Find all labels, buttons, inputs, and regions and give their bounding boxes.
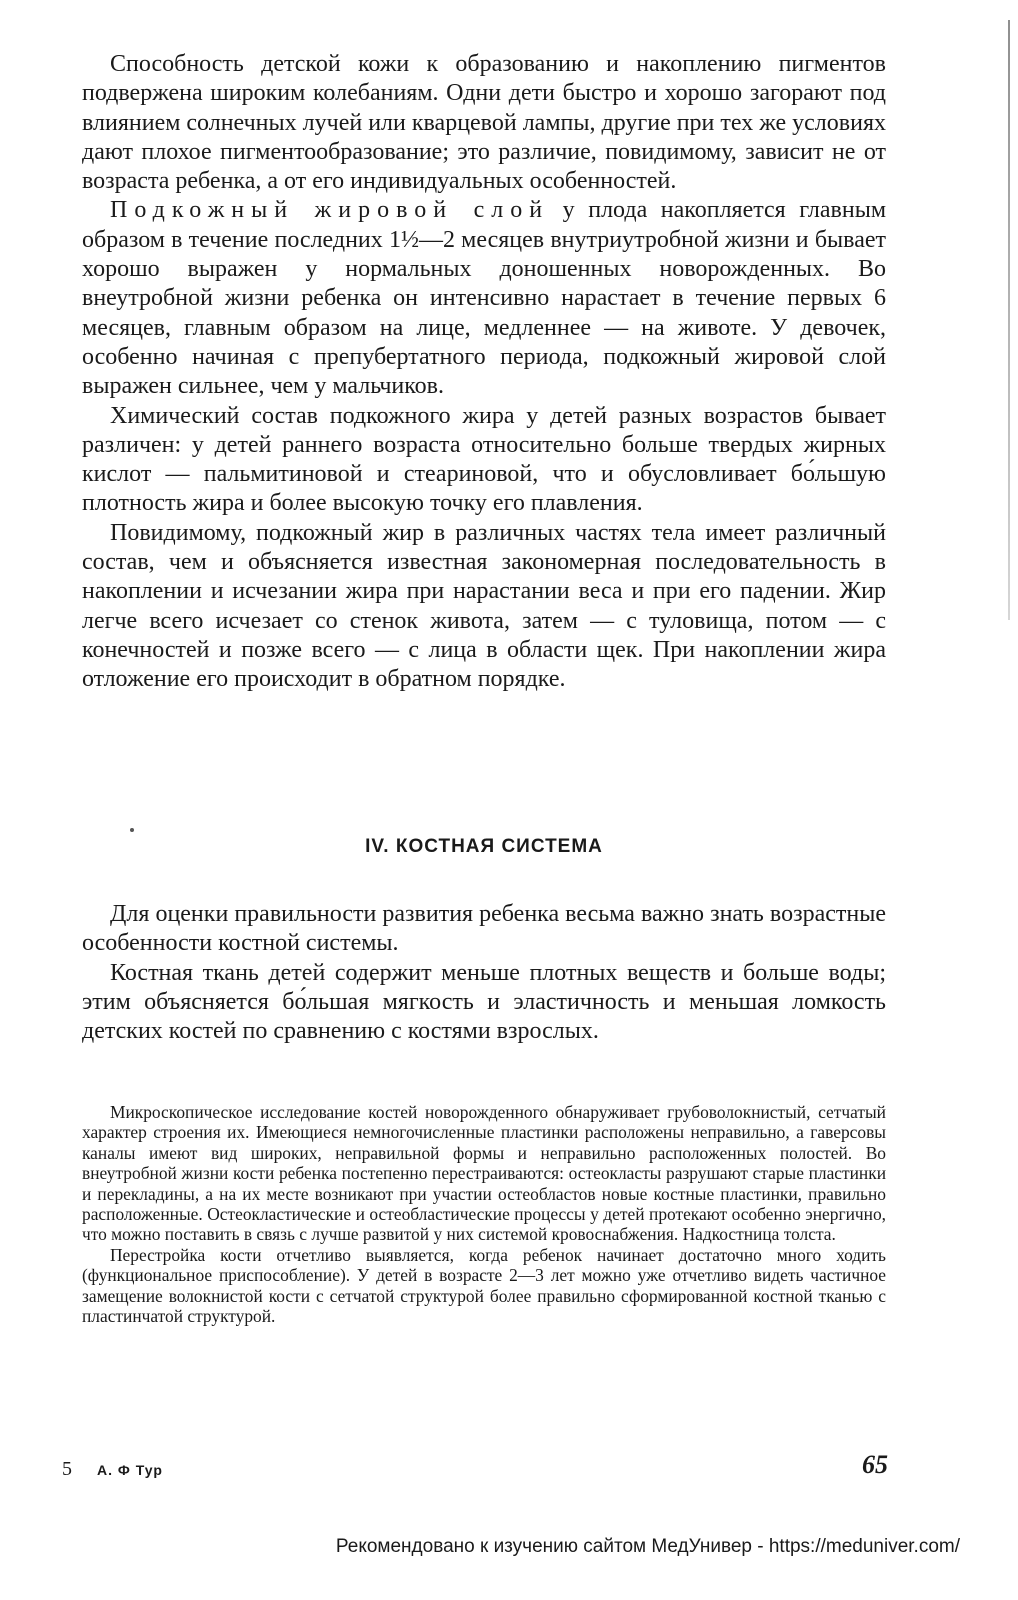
spaced-term: Подкожный жировой слой	[110, 197, 550, 224]
paragraph-subcutaneous-fat-text: у плода накопляется главным образом в течение последних 1½—2 месяцев внутриутробной жизни и бывает хорошо выражен у нормальных доношенных новорожденных. Во внеутробной жизни ребенка он интенсивно нарастает в течение первых 6 месяцев, главным образом на лице, медленнее — на животе. У девочек, особенно начиная с препубертатного периода, подкожный жировой слой выражен сильнее, чем у мальчиков.	[82, 197, 887, 400]
page-edge-line	[1008, 20, 1010, 620]
small-paragraph-restructuring: Перестройка кости отчетливо выявляется, когда ребенок начинает достаточно много ходить (функциональное приспособление). У детей в возрасте 2—3 лет можно уже отчетливо видеть частичное замещение волокнистой кости с сетчатой структурой более правильно сформированной костной тканью с пластинчатой структурой.	[82, 1244, 886, 1327]
paragraph-subcutaneous-fat	[82, 196, 886, 401]
section-paragraph-intro: Для оценки правильности развития ребенка весьма важно знать возрастные особенности костной системы.	[82, 901, 886, 957]
section-paragraph-bone-tissue: Костная ткань детей содержит меньше плотных веществ и больше воды; этим объясняется бо́льшая мягкость и эластичность и меньшая ломкость детских костей по сравнению с костями взрослых.	[82, 959, 886, 1045]
signature-number: 5	[62, 1458, 72, 1480]
small-paragraph-microscopy: Микроскопическое исследование костей новорожденного обнаруживает грубоволокнистый, сетчатый характер строения их. Имеющиеся немногочисленные пластинки расположены неправильно, а гаверсовы каналы имеют вид широких, неправильной формы и неправильно расположенных полостей. Во внеутробной жизни кости ребенка постепенно перестраиваются: остеокласты разрушают старые пластинки и перекладины, а на их месте возникают при участии остеобластов новые костные пластинки, правильно расположенные. Остеокластические и остеобластические процессы у детей протекают особенно энергично, что можно поставить в связь с лучше развитой у них системой кровоснабжения. Надкостница толста.	[82, 1102, 886, 1245]
section-heading: IV. КОСТНАЯ СИСТЕМА	[365, 836, 603, 857]
paragraph-pigmentation: Способность детской кожи к образованию и накоплению пигментов подвержена широким колебаниям. Одни дети быстро и хорошо загорают под влиянием солнечных лучей или кварцевой лампы, другие при тех же условиях дают плохое пигментообразование; это различие, повидимому, зависит не от возраста ребенка, а от его индивидуальных особенностей.	[82, 51, 886, 195]
print-speck	[130, 828, 134, 832]
body-text	[82, 50, 886, 695]
paragraph-fat-distribution: Повидимому, подкожный жир в различных частях тела имеет различный состав, чем и объясняется известная закономерная последовательность в накоплении и исчезании жира при нарастании веса и при его падении. Жир легче всего исчезает со стенок живота, затем — с туловища, потом — с конечностей и позже всего — с лица в области щек. При накоплении жира отложение его происходит в обратном порядке.	[82, 519, 886, 693]
small-print-text	[82, 1102, 886, 1326]
section-body-text	[82, 900, 886, 1046]
page-number: 65	[862, 1450, 888, 1479]
signature-mark	[62, 1458, 163, 1481]
signature-text: А. Ф Тур	[97, 1462, 163, 1478]
paragraph-fat-composition: Химический состав подкожного жира у детей разных возрастов бывает различен: у детей раннего возраста относительно больше твердых жирных кислот — пальмитиновой и стеариновой, что и обусловливает бо́льшую плотность жира и более высокую точку его плавления.	[82, 402, 886, 517]
watermark-text: Рекомендовано к изучению сайтом МедУнивер - https://meduniver.com/	[335, 1536, 960, 1557]
